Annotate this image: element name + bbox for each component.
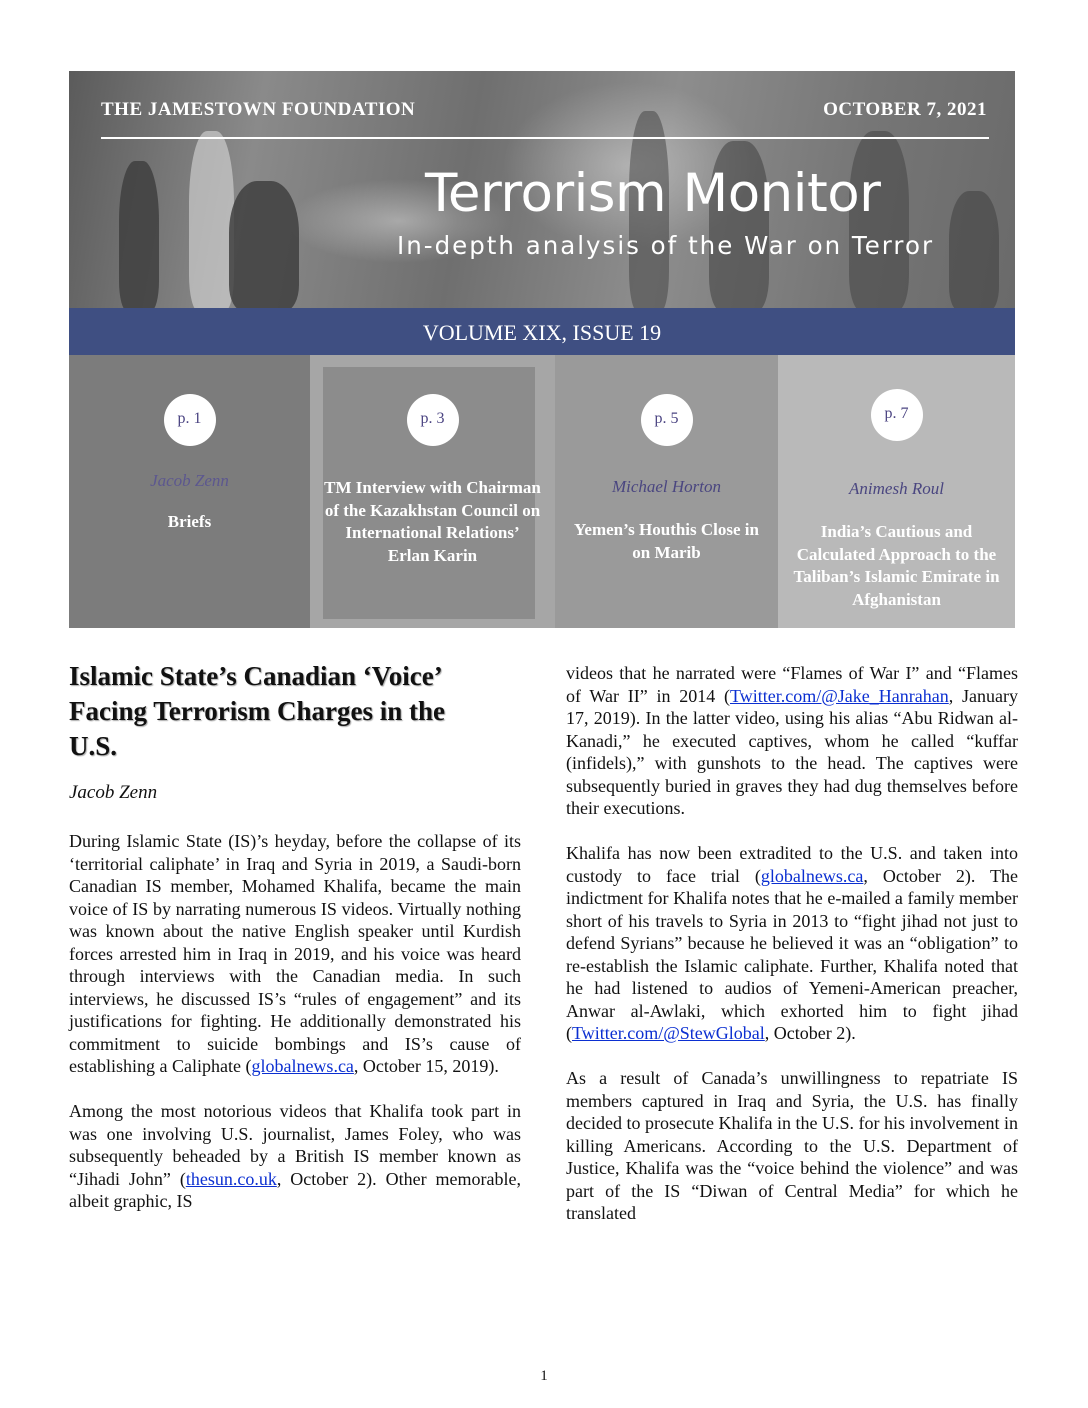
article-paragraph: As a result of Canada’s unwillingness to repatriate IS members captured in Iraq and Syria, the U.S. has finally decided to prosecute Khalifa in the U.S. for his involvement in killing Americans. According to the U.S. Department of Justice, Khalifa was the “voice behind the violence” and was part of the IS “Diwan of Central Media” for which he translated xyxy=(566,1068,1018,1223)
source-link[interactable]: globalnews.ca xyxy=(251,1056,354,1076)
article-column-right xyxy=(566,662,1018,1247)
source-link[interactable]: globalnews.ca xyxy=(760,865,864,886)
volume-issue-label: VOLUME XIX, ISSUE 19 xyxy=(422,320,662,345)
banner-silhouette xyxy=(119,161,159,308)
source-link[interactable]: Twitter.com/@StewGlobal xyxy=(572,1023,765,1043)
contents-item-2[interactable] xyxy=(310,355,555,628)
contents-author: Jacob Zenn xyxy=(150,471,229,490)
foundation-name: THE JAMESTOWN FOUNDATION xyxy=(101,99,416,120)
contents-title: Briefs xyxy=(167,512,212,531)
article-title: Islamic State’s Canadian ‘Voice’ Facing Terrorism Charges in the U.S. xyxy=(69,661,445,761)
contents-item-1[interactable] xyxy=(69,355,310,628)
contents-item-4[interactable] xyxy=(778,355,1015,628)
contents-title: Yemen’s Houthis Close in on Marib xyxy=(574,520,759,562)
issue-date: OCTOBER 7, 2021 xyxy=(823,99,987,120)
volume-issue-bar xyxy=(69,308,1015,355)
contents-title: TM Interview with Chairman of the Kazakhstan Council on International Relations’ Erlan Karin xyxy=(324,478,541,565)
banner-silhouette xyxy=(229,181,299,308)
article-paragraph: Among the most notorious videos that Khalifa took part in was one involving U.S. journalist, James Foley, who was subsequently beheaded by a British IS member known as “Jihadi John” (thesun.co.uk, October 2). Other memorable, albeit graphic, IS xyxy=(69,1101,521,1211)
page-marker: p. 5 xyxy=(641,394,693,446)
contents-item-3[interactable] xyxy=(555,355,778,628)
banner-silhouette xyxy=(189,131,234,308)
article-byline: Jacob Zenn xyxy=(69,782,158,803)
source-link[interactable]: thesun.co.uk xyxy=(185,1168,277,1189)
banner-silhouette xyxy=(949,191,999,308)
article-paragraph: During Islamic State (IS)’s heyday, before the collapse of its ‘territorial caliphate’ in Iraq and Syria in 2019, a Saudi-born Canadian IS member, Mohamed Khalifa, became the main voice of IS by narrating numerous IS videos. Virtually nothing was known about the native English speaker until Kurdish forces arrested him in Iraq in 2019, and his voice was heard through interviews with the Canadian media. In such interviews, he discussed IS’s “rules of engagement” and its justifications for fighting. He additionally demonstrated his commitment to suicide bombings and IS’s cause of establishing a Caliphate (globalnews.ca, October 15, 2019). xyxy=(69,831,521,1076)
banner-divider xyxy=(101,137,989,139)
page-marker: p. 3 xyxy=(407,394,459,446)
contents-author: Michael Horton xyxy=(611,477,722,496)
page-marker: p. 7 xyxy=(871,389,923,441)
page-number: 1 xyxy=(540,1368,548,1384)
contents-title: India’s Cautious and Calculated Approach to the Taliban’s Islamic Emirate in Afghanistan xyxy=(793,522,1000,609)
page-marker: p. 1 xyxy=(164,394,216,446)
publication-subtitle: In-depth analysis of the War on Terror xyxy=(397,231,935,260)
article-paragraph: Khalifa has now been extradited to the U.S. and taken into custody to face trial (globalnews.ca, October 2). The indictment for Khalifa notes that he e-mailed a family member short of his travels to Syria in 2013 to “fight jihad not just to defend Syrians” because he believed it was an “obligation” to re-establish the Islamic caliphate. Further, Khalifa noted that he had listened to audios of Yemeni-American preacher, Anwar al-Awlaki, which exhorted him to fight jihad (Twitter.com/@StewGlobal, October 2). xyxy=(566,843,1018,1043)
masthead-banner xyxy=(69,71,1015,308)
publication-title: Terrorism Monitor xyxy=(425,163,881,224)
source-link[interactable]: Twitter.com/@Jake_Hanrahan xyxy=(730,685,949,706)
article-column-left xyxy=(69,830,521,1235)
contents-author: Animesh Roul xyxy=(849,479,944,498)
article-paragraph: videos that he narrated were “Flames of War I” and “Flames of War II” in 2014 (Twitter.com/@Jake_Hanrahan, January 17, 2019). In the latter video, using his alias “Abu Ridwan al-Kanadi,” he executed captives, whom he called “kuffar (infidels),” with gunshots to the head. The captives were subsequently buried in graves they had dug themselves before their executions. xyxy=(566,663,1018,818)
